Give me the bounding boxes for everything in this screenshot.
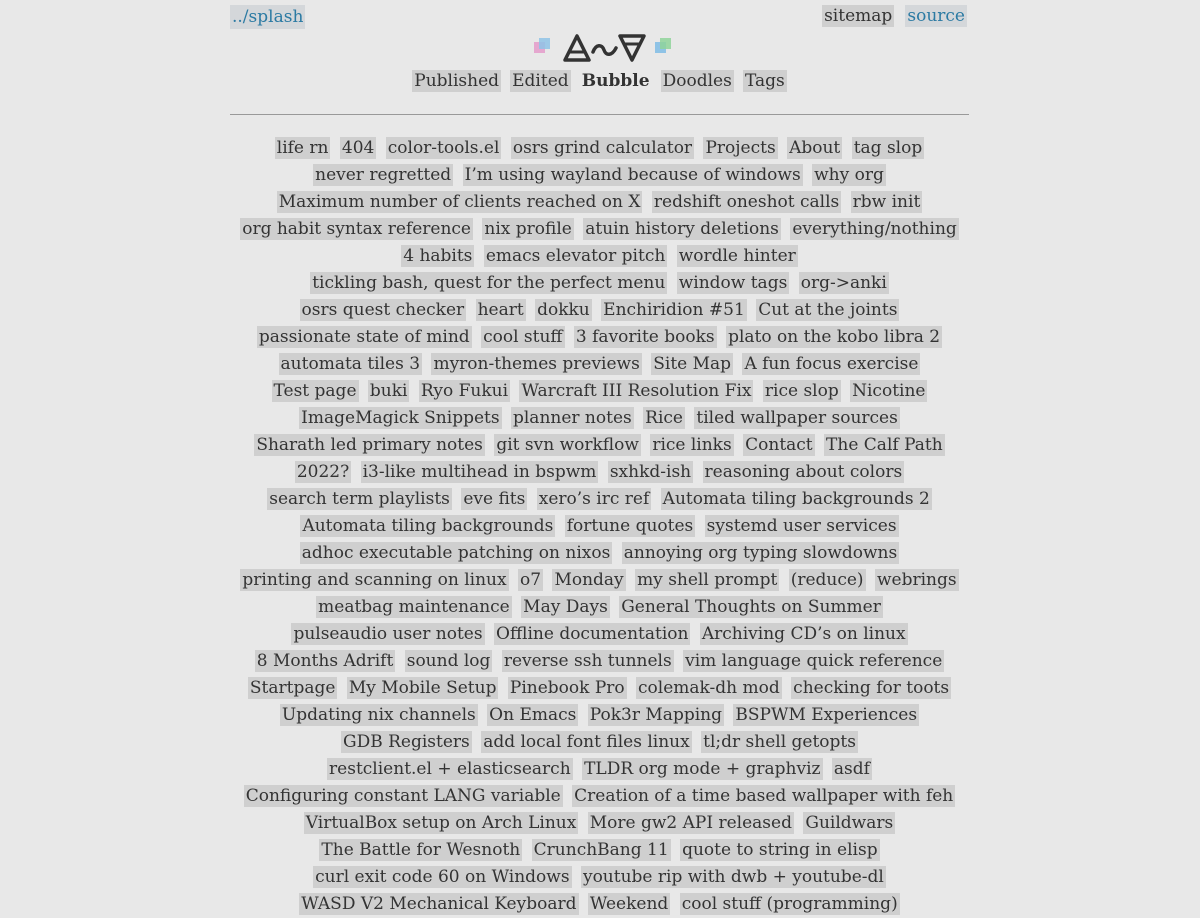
post-link[interactable]: quote to string in elisp [682,840,878,860]
nav-bubble[interactable]: Bubble [581,71,650,91]
post-link[interactable]: My Mobile Setup [348,678,497,698]
blue-square-icon [539,38,550,49]
post-link[interactable]: planner notes [512,408,632,428]
post-link[interactable]: wordle hinter [678,246,796,266]
site-logo-icon [520,30,680,66]
post-link[interactable]: meatbag maintenance [318,597,510,617]
post-link[interactable]: asdf [833,759,870,779]
post-link[interactable]: Pinebook Pro [509,678,625,698]
post-link[interactable]: WASD V2 Mechanical Keyboard [301,894,577,914]
post-link[interactable]: eve fits [463,489,526,509]
post-link[interactable]: GDB Registers [343,732,470,752]
post-link[interactable]: curl exit code 60 on Windows [315,867,570,887]
post-link[interactable]: add local font files linux [483,732,690,752]
post-link[interactable]: rice links [652,435,732,455]
post-link[interactable]: Test page [273,381,357,401]
post-link[interactable]: May Days [523,597,608,617]
post-link[interactable]: fortune quotes [566,516,694,536]
post-link[interactable]: Updating nix channels [281,705,476,725]
post-link[interactable]: Automata tiling backgrounds [302,516,554,536]
post-link[interactable]: sound log [406,651,491,671]
bubble-list [230,135,969,918]
green-square-icon [660,38,671,49]
post-link[interactable]: passionate state of mind [258,327,470,347]
post-link[interactable]: Rice [645,408,683,428]
post-link[interactable]: emacs elevator pitch [485,246,666,266]
post-link[interactable]: automata tiles 3 [280,354,421,374]
post-link[interactable]: More gw2 API released [589,813,792,833]
post-link[interactable]: never regretted [315,165,452,185]
post-link[interactable]: youtube rip with dwb + youtube-dl [582,867,884,887]
post-link[interactable]: General Thoughts on Summer [621,597,881,617]
post-link[interactable]: rbw init [852,192,921,212]
post-link[interactable]: Contact [745,435,813,455]
post-link[interactable]: tiled wallpaper sources [696,408,898,428]
post-link[interactable]: 404 [341,138,375,158]
post-link[interactable]: On Emacs [489,705,577,725]
triangle-down-icon [620,36,644,60]
post-link[interactable]: 2022? [296,462,350,482]
sitemap-link[interactable]: sitemap [824,6,893,26]
post-link[interactable]: nix profile [484,219,572,239]
site-logo[interactable] [230,30,969,70]
post-link[interactable]: About [789,138,841,158]
post-link[interactable]: Warcraft III Resolution Fix [521,381,752,401]
post-link[interactable]: annoying org typing slowdowns [623,543,898,563]
post-link[interactable]: cool stuff [483,327,563,347]
post-link[interactable]: restclient.el + elasticsearch [329,759,571,779]
post-link[interactable]: my shell prompt [637,570,778,590]
post-link[interactable]: cool stuff (programming) [681,894,898,914]
nav-tags[interactable]: Tags [744,71,785,91]
post-link[interactable]: Maximum number of clients reached on X [278,192,641,212]
post-link[interactable]: Archiving CD’s on linux [701,624,906,644]
post-link[interactable]: o7 [519,570,542,590]
post-link[interactable]: pulseaudio user notes [293,624,483,644]
post-link[interactable]: 8 Months Adrift [256,651,394,671]
post-link[interactable]: Site Map [653,354,732,374]
post-link[interactable]: I’m using wayland because of windows [464,165,801,185]
post-link[interactable]: systemd user services [706,516,897,536]
post-link[interactable]: A fun focus exercise [744,354,919,374]
post-link[interactable]: Offline documentation [496,624,689,644]
post-link[interactable]: tag slop [853,138,923,158]
post-link[interactable]: window tags [678,273,788,293]
post-link[interactable]: The Battle for Wesnoth [321,840,521,860]
post-link[interactable]: 3 favorite books [575,327,715,347]
post-link[interactable]: Ryo Fukui [420,381,509,401]
nav-doodles[interactable]: Doodles [662,71,732,91]
post-link[interactable]: Cut at the joints [758,300,898,320]
post-link[interactable]: dokku [537,300,590,320]
post-link[interactable]: Enchiridion #51 [603,300,745,320]
post-link[interactable]: colemak-dh mod [638,678,780,698]
nav-published[interactable]: Published [414,71,500,91]
post-link[interactable]: i3-like multihead in bspwm [362,462,597,482]
post-link[interactable]: heart [477,300,524,320]
post-link[interactable]: Monday [554,570,624,590]
post-link[interactable]: (reduce) [790,570,864,590]
post-link[interactable]: sxhkd-ish [609,462,692,482]
post-link[interactable]: xero’s irc ref [538,489,650,509]
post-link[interactable]: TLDR org mode + graphviz [584,759,821,779]
post-link[interactable]: plato on the kobo libra 2 [728,327,941,347]
post-link[interactable]: everything/nothing [792,219,957,239]
post-link[interactable]: webrings [876,570,957,590]
source-link[interactable]: source [907,6,965,26]
post-link[interactable]: adhoc executable patching on nixos [301,543,611,563]
post-link[interactable]: checking for toots [793,678,950,698]
post-link[interactable]: Weekend [589,894,669,914]
post-link[interactable]: CrunchBang 11 [533,840,669,860]
post-link[interactable]: BSPWM Experiences [735,705,918,725]
post-link[interactable]: git svn workflow [496,435,639,455]
post-link[interactable]: color-tools.el [387,138,500,158]
post-link[interactable]: myron-themes previews [433,354,640,374]
post-link[interactable]: tl;dr shell getopts [703,732,856,752]
post-link[interactable]: Guildwars [805,813,894,833]
post-link[interactable]: why org [814,165,884,185]
post-link[interactable]: osrs grind calculator [512,138,693,158]
post-link[interactable]: Automata tiling backgrounds 2 [662,489,930,509]
top-bar [230,0,969,34]
post-link[interactable]: reverse ssh tunnels [503,651,672,671]
page-container [230,0,969,918]
post-link[interactable]: printing and scanning on linux [242,570,507,590]
post-link[interactable]: atuin history deletions [585,219,779,239]
post-link[interactable]: Startpage [249,678,336,698]
splash-link[interactable]: ../splash [232,7,304,27]
wave-icon [593,46,616,55]
post-link[interactable]: life rn [276,138,329,158]
header-divider [230,114,969,115]
post-link[interactable]: search term playlists [269,489,450,509]
post-link[interactable]: ImageMagick Snippets [301,408,500,428]
post-link[interactable]: redshift oneshot calls [653,192,840,212]
post-link[interactable]: 4 habits [403,246,473,266]
post-link[interactable]: Pok3r Mapping [589,705,722,725]
post-link[interactable]: osrs quest checker [301,300,465,320]
section-nav [230,70,969,106]
post-link[interactable]: Projects [705,138,776,158]
top-right-links [816,5,967,27]
triangle-up-icon [565,36,589,60]
post-link[interactable]: tickling bash, quest for the perfect menu [312,273,666,293]
nav-edited[interactable]: Edited [512,71,569,91]
post-link[interactable]: org->anki [800,273,887,293]
post-link[interactable]: buki [369,381,408,401]
post-link[interactable]: vim language quick reference [685,651,943,671]
post-link[interactable]: reasoning about colors [704,462,903,482]
post-link[interactable]: The Calf Path [826,435,943,455]
post-link[interactable]: Sharath led primary notes [256,435,483,455]
post-link[interactable]: Nicotine [852,381,926,401]
post-link[interactable]: org habit syntax reference [242,219,471,239]
post-link[interactable]: rice slop [764,381,839,401]
post-link[interactable]: Configuring constant LANG variable [245,786,561,806]
post-link[interactable]: VirtualBox setup on Arch Linux [305,813,577,833]
post-link[interactable]: Creation of a time based wallpaper with feh [574,786,954,806]
